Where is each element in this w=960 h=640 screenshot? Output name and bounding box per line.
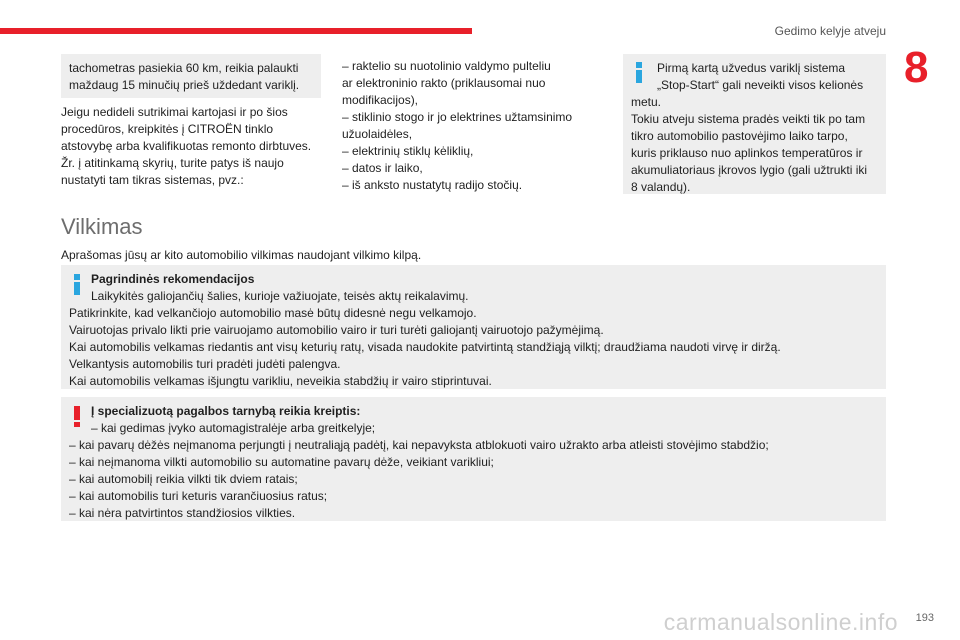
- col2-line: užuolaidėles,: [342, 127, 413, 141]
- col2-line: – iš anksto nustatytų radijo stočių.: [342, 178, 523, 192]
- col1-line: procedūros, kreipkitės į CITROËN tinklo: [61, 122, 274, 136]
- col1-line: Žr. į atitinkamą skyrių, turite patys iš naujo: [61, 156, 284, 170]
- col3-line: Pirmą kartą užvedus variklį sistema: [657, 61, 846, 75]
- page-number: 193: [915, 612, 934, 624]
- col1-note-box: [61, 54, 321, 98]
- info-icon: [74, 274, 80, 295]
- recommendations-box: [61, 265, 886, 389]
- recommendations-heading: Pagrindinės rekomendacijos: [91, 272, 255, 286]
- recommendations-line: Vairuotojas privalo likti prie vairuojamo automobilio vairo ir turi turėti galiojantį vairuotojo pažymėjimą.: [69, 323, 604, 337]
- col3-line: kuris priklauso nuo aplinkos temperatūros ir: [631, 146, 863, 160]
- col1-line: Jeigu nedideli sutrikimai kartojasi ir po šios: [61, 105, 288, 119]
- chapter-title: Gedimo kelyje atveju: [774, 24, 886, 38]
- col3-line: 8 valandų).: [631, 180, 691, 194]
- col3-line: Tokiu atveju sistema pradės veikti tik po tam: [631, 112, 866, 126]
- warning-line: – kai neįmanoma vilkti automobilio su automatine pavarų dėže, veikiant varikliui;: [69, 455, 494, 469]
- warning-icon: [74, 406, 80, 427]
- warning-line: – kai pavarų dėžės neįmanoma perjungti į neutraliąją padėtį, kai nepavyksta atblokuoti vairo užrakto arba atleisti stovėjimo stabdžio;: [69, 438, 769, 452]
- col3-line: metu.: [631, 95, 662, 109]
- warning-line: – kai automobilį reikia vilkti tik dviem ratais;: [69, 472, 298, 486]
- warning-line: – kai nėra patvirtintos standžiosios vilkties.: [69, 506, 296, 520]
- recommendations-line: Laikykitės galiojančių šalies, kurioje važiuojate, teisės aktų reikalavimų.: [91, 289, 469, 303]
- col3-line: „Stop-Start“ gali neveikti visos kelionės: [657, 78, 864, 92]
- recommendations-line: Kai automobilis velkamas riedantis ant visų keturių ratų, visada naudokite patvirtintą standžiąją vilktį; draudžiama naudoti virvę ir diržą.: [69, 340, 781, 354]
- chapter-number: 8: [904, 43, 929, 92]
- warning-line: – kai automobilis turi keturis varančiuosius ratus;: [69, 489, 328, 503]
- info-icon: [636, 62, 642, 83]
- warning-box: [61, 397, 886, 521]
- col3-line: tikro automobilio pastovėjimo laiko tarpo,: [631, 129, 848, 143]
- col2-line: modifikacijos),: [342, 93, 419, 107]
- warning-heading: Į specializuotą pagalbos tarnybą reikia kreiptis:: [91, 404, 361, 418]
- section-title: Vilkimas: [61, 214, 143, 239]
- col1-note-line: tachometras pasiekia 60 km, reikia palaukti: [69, 61, 299, 75]
- col1-paragraph: [61, 104, 331, 189]
- col3-info-box: [623, 54, 886, 194]
- col3-line: akumuliatoriaus įkrovos lygio (gali užtrukti iki: [631, 163, 868, 177]
- warning-line: – kai gedimas įvyko automagistralėje arba greitkelyje;: [91, 421, 376, 435]
- recommendations-line: Kai automobilis velkamas išjungtu varikliu, neveikia stabdžių ir vairo stiprintuvai.: [69, 374, 492, 388]
- col2-line: – elektrinių stiklų kėliklių,: [342, 144, 474, 158]
- col2-list: [342, 58, 602, 194]
- col2-line: – datos ir laiko,: [342, 161, 423, 175]
- header-accent-bar: [0, 28, 472, 34]
- col1-line: atstovybę arba kvalifikuotas remonto dirbtuves.: [61, 139, 312, 153]
- section-intro: Aprašomas jūsų ar kito automobilio vilkimas naudojant vilkimo kilpą.: [61, 248, 422, 262]
- watermark: carmanualsonline.info: [663, 609, 898, 635]
- col1-note-line: maždaug 15 minučių prieš uždedant variklį.: [69, 78, 300, 92]
- col2-line: – stiklinio stogo ir jo elektrines užtamsinimo: [342, 110, 573, 124]
- col1-line: nustatyti tam tikras sistemas, pvz.:: [61, 173, 244, 187]
- recommendations-line: Patikrinkite, kad velkančiojo automobilio masė būtų didesnė negu velkamojo.: [69, 306, 477, 320]
- recommendations-line: Velkantysis automobilis turi pradėti judėti palengva.: [69, 357, 341, 371]
- col2-line: – raktelio su nuotolinio valdymo pulteliu: [342, 59, 551, 73]
- col2-line: ar elektroninio rakto (priklausomai nuo: [342, 76, 546, 90]
